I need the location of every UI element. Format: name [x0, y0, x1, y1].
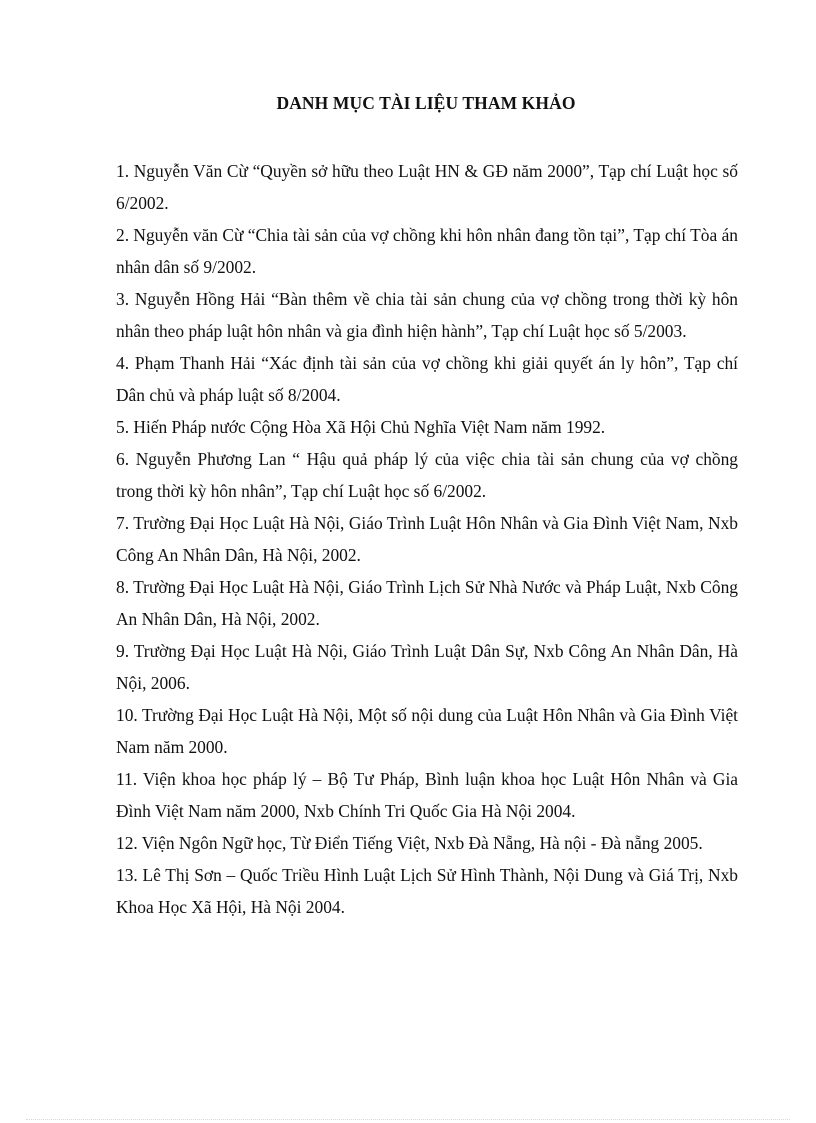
reference-item: 4. Phạm Thanh Hải “Xác định tài sản của vợ chồng khi giải quyết án ly hôn”, Tạp chí Dân chủ và pháp luật số 8/2004.	[116, 353, 738, 405]
reference-item: 13. Lê Thị Sơn – Quốc Triều Hình Luật Lịch Sử Hình Thành, Nội Dung và Giá Trị, Nxb Khoa Học Xã Hội, Hà Nội 2004.	[116, 865, 738, 917]
reference-item: 10. Trường Đại Học Luật Hà Nội, Một số nội dung của Luật Hôn Nhân và Gia Đình Việt Nam năm 2000.	[116, 705, 738, 757]
reference-item: 1. Nguyễn Văn Cừ “Quyền sở hữu theo Luật HN & GĐ năm 2000”, Tạp chí Luật học số 6/2002.	[116, 161, 738, 213]
reference-list	[116, 155, 738, 923]
reference-item: 11. Viện khoa học pháp lý – Bộ Tư Pháp, Bình luận khoa học Luật Hôn Nhân và Gia Đình Việt Nam năm 2000, Nxb Chính Tri Quốc Gia Hà Nội 2004.	[116, 769, 738, 821]
reference-item: 3. Nguyễn Hồng Hải “Bàn thêm về chia tài sản chung của vợ chồng trong thời kỳ hôn nhân theo pháp luật hôn nhân và gia đình hiện hành”, Tạp chí Luật học số 5/2003.	[116, 289, 738, 341]
reference-item: 7. Trường Đại Học Luật Hà Nội, Giáo Trình Luật Hôn Nhân và Gia Đình Việt Nam, Nxb Công An Nhân Dân, Hà Nội, 2002.	[116, 513, 738, 565]
reference-item: 6. Nguyễn Phương Lan “ Hậu quả pháp lý của việc chia tài sản chung của vợ chồng trong thời kỳ hôn nhân”, Tạp chí Luật học số 6/2002.	[116, 449, 738, 501]
page-title: DANH MỤC TÀI LIỆU THAM KHẢO	[276, 93, 576, 113]
page-bottom-rule	[26, 1119, 790, 1120]
reference-item: 2. Nguyễn văn Cừ “Chia tài sản của vợ chồng khi hôn nhân đang tồn tại”, Tạp chí Tòa án nhân dân số 9/2002.	[116, 225, 738, 277]
reference-item: 9. Trường Đại Học Luật Hà Nội, Giáo Trình Luật Dân Sự, Nxb Công An Nhân Dân, Hà Nội, 2006.	[116, 641, 738, 693]
reference-item: 12. Viện Ngôn Ngữ học, Từ Điển Tiếng Việt, Nxb Đà Nẵng, Hà nội - Đà nẵng 2005.	[116, 833, 703, 853]
reference-item: 5. Hiến Pháp nước Cộng Hòa Xã Hội Chủ Nghĩa Việt Nam năm 1992.	[116, 417, 606, 437]
reference-item: 8. Trường Đại Học Luật Hà Nội, Giáo Trình Lịch Sử Nhà Nước và Pháp Luật, Nxb Công An Nhân Dân, Hà Nội, 2002.	[116, 577, 738, 629]
